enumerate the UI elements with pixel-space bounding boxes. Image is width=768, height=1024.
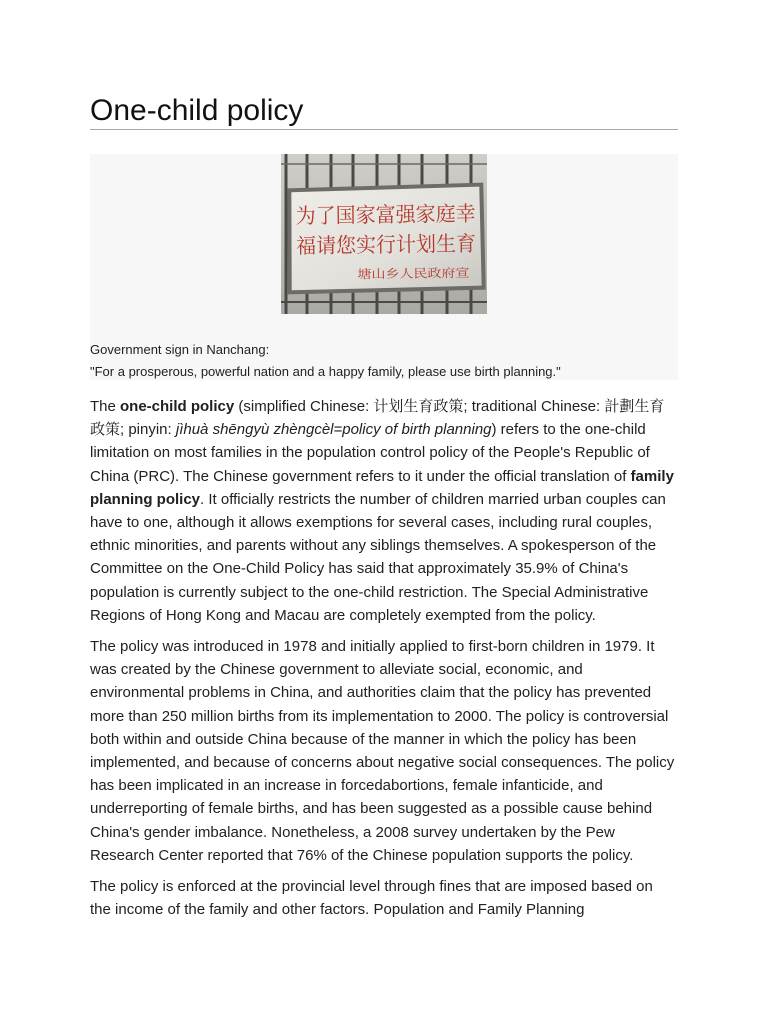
paragraph-2 [90,635,700,867]
text-line: Committee on the One-Child Policy has said that approximately 35.9% of China's [90,560,629,578]
text-line: environmental problems in China, and authorities claim that the policy has prevented [90,684,652,702]
text-run: The [90,398,121,415]
text-line [90,418,700,441]
text-line: The policy is enforced at the provincial level through fines that are imposed based on [90,878,653,896]
text-line: was created by the Chinese government to alleviate social, economic, and [90,661,583,679]
text-run: 政策; pinyin: [90,421,176,439]
text-line: Regions of Hong Kong and Macau are completely exempted from the policy. [90,606,596,624]
page-title: One-child policy [90,94,304,127]
paragraph-1 [90,395,700,627]
text-line: ethnic minorities, and parents without any siblings themselves. A spokesperson of the [90,537,657,555]
text-run: ) refers to the one-child [491,421,646,439]
figure [90,154,678,380]
text-line: have to one, although it allows exemptions for several cases, including rural couples, [90,514,652,532]
text-line [90,465,700,488]
bold-term: one-child policy [120,398,235,415]
text-line: population is currently subject to the one-child restriction. The Special Administrative [90,583,649,601]
figure-image [281,154,487,314]
text-run: . It officially restricts the number of children married urban couples can [200,490,666,508]
text-line: both within and outside China because of the manner in which the policy has been [90,730,637,748]
sign [286,183,486,295]
paragraph-3 [90,875,700,921]
text-run: China (PRC). The Chinese government refers to it under the official translation of [90,467,631,485]
text-line: Research Center reported that 76% of the Chinese population supports the policy. [90,846,634,864]
text-line: implemented, and because of concerns about negative social consequences. The policy [90,754,675,772]
text-line [90,488,700,511]
title-divider [90,129,678,130]
sign-text-line: 福请您实行计划生育 [295,231,486,259]
bold-term: planning policy [90,490,201,508]
text-line: The policy was introduced in 1978 and initially applied to first-born children in 1979. It [90,638,655,656]
text-line: more than 250 million births from its implementation to 2000. The policy is controversial [90,707,669,725]
bold-term: family [630,467,674,485]
text-line [90,395,700,418]
text-line: limitation on most families in the population control policy of the People's Republic of [90,444,650,462]
figure-caption [90,339,561,383]
text-line: underreporting of female births, and has been suggested as a possible cause behind [90,800,653,818]
caption-line: "For a prosperous, powerful nation and a happy family, please use birth planning." [90,364,561,379]
sign-issuer-text: 塘山乡人民政府宣 [357,266,454,282]
text-line: has been implicated in an increase in forcedabortions, female infanticide, and [90,777,603,795]
text-line: the income of the family and other factors. Population and Family Planning [90,901,585,919]
caption-line: Government sign in Nanchang: [90,342,270,357]
sign-text-line: 为了国家富强家庭幸 [295,201,485,229]
text-run: (simplified Chinese: 计划生育政策; traditional Chinese: 計劃生育 [234,398,665,415]
italic-pinyin: jìhuà shēngyù zhèngcèl=policy of birth planning [175,421,492,439]
text-line: China's gender imbalance. Nonetheless, a 2008 survey undertaken by the Pew [90,823,615,841]
article-body [90,395,700,929]
